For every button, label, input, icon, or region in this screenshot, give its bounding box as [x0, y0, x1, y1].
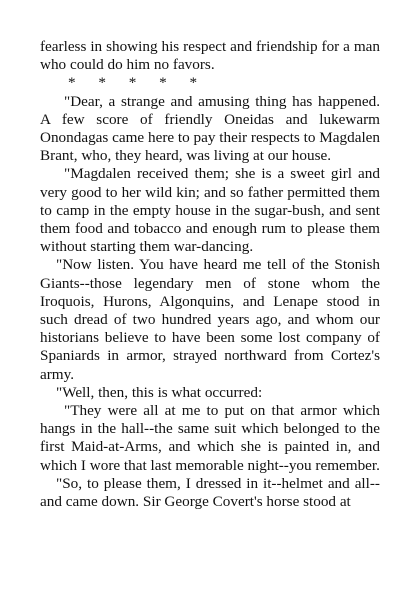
book-page [40, 38, 380, 511]
paragraph-4: "Well, then, this is what occurred: [56, 383, 263, 401]
opening-paragraph: fearless in showing his respect and friendship for a man who could do him no favors. [40, 38, 380, 74]
paragraph-3: "Now listen. You have heard me tell of the Stonish Giants--those legendary men of stone whom the Iroquois, Hurons, Algonquins, and Lenape stood in such dread of two hundred years ago, and whom our historians believe to have been some lost company of Spaniards in armor, strayed northward from Cortez's army. [40, 256, 380, 383]
paragraph-6: "So, to please them, I dressed in it--helmet and all--and came down. Sir George Covert's horse stood at [40, 474, 380, 511]
paragraph-5: "They were all at me to put on that armor which hangs in the hall--the same suit which belonged to the first Maid-at-Arms, and which she is painted in, and which I wore that last memorable night--you remember. [40, 402, 380, 474]
paragraph-1: "Dear, a strange and amusing thing has happened. A few score of friendly Oneidas and lukewarm Onondagas came here to pay their respects to Magdalen Brant, who, they heard, was living at our house. [40, 92, 380, 165]
section-separator: * * * * * [68, 74, 198, 92]
paragraph-2: "Magdalen received them; she is a sweet girl and very good to her wild kin; and so father permitted them to camp in the empty house in the sugar-bush, and sent them food and tobacco and enough rum to please them without starting them war-dancing. [40, 165, 380, 256]
